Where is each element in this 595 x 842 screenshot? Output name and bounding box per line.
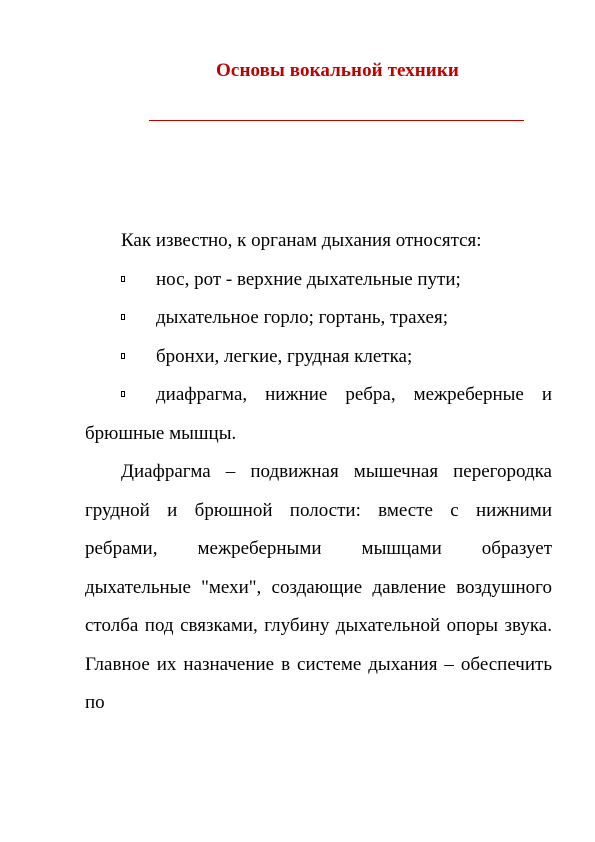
title-underline [149,120,524,121]
square-bullet-icon [121,353,125,359]
list-item-text: бронхи, легкие, грудная клетка; [156,345,413,367]
page-title: Основы вокальной техники [216,60,459,81]
intro-sentence: Как известно, к органам дыхания относятся: [121,230,482,251]
square-bullet-icon [121,314,125,320]
square-bullet-icon [121,276,125,282]
bullet-list [85,261,552,454]
square-bullet-icon [121,391,125,397]
list-item-text: диафрагма, нижние ребра, межреберные и брюшные мышцы. [85,384,552,444]
list-item [85,376,552,453]
list-item [85,261,552,300]
list-item-text: нос, рот - верхние дыхательные пути; [156,268,461,290]
list-item [85,338,552,377]
body-paragraph: Диафрагма – подвижная мышечная перегородка грудной и брюшной полости: вместе с нижними ребрами, межреберными мышцами образует дыхательные "мехи", создающие давление воздушного столба под связками, глубину дыхательной опоры звука. Главное их назначение в системе дыхания – обеспечить по [85,461,552,713]
list-item-text: дыхательное горло; гортань, трахея; [156,307,448,328]
document-body [85,222,552,723]
list-item [85,299,552,338]
